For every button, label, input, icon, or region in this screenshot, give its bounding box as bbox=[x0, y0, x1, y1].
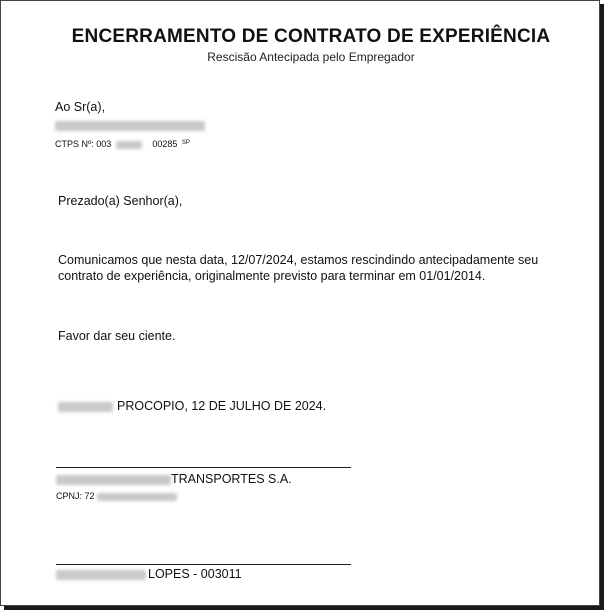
ctps-state: SP bbox=[181, 140, 190, 146]
ctps-line bbox=[55, 139, 190, 149]
redaction-block bbox=[58, 402, 113, 412]
employer-signature-line bbox=[56, 467, 351, 468]
closing-line: Favor dar seu ciente. bbox=[58, 329, 176, 343]
employer-name bbox=[56, 472, 292, 486]
employer-name-suffix: TRANSPORTES S.A. bbox=[171, 472, 292, 486]
document-subtitle: Rescisão Antecipada pelo Empregador bbox=[207, 50, 415, 64]
redaction-block bbox=[55, 121, 205, 131]
date-line-text: PROCOPIO, 12 DE JULHO DE 2024. bbox=[117, 399, 327, 413]
greeting: Prezado(a) Senhor(a), bbox=[58, 194, 183, 208]
body-paragraph: Comunicamos que nesta data, 12/07/2024, estamos rescindindo antecipadamente seu contrato de experiência, originalmente previsto para terminar em 01/01/2014. bbox=[58, 253, 539, 283]
redaction-block bbox=[97, 493, 177, 501]
employee-name-suffix: LOPES - 003011 bbox=[148, 567, 242, 581]
redaction-block bbox=[116, 141, 142, 149]
redaction-block bbox=[56, 475, 171, 485]
cnpj-prefix: CPNJ: 72 bbox=[56, 491, 95, 501]
salutation: Ao Sr(a), bbox=[55, 100, 106, 114]
date-line bbox=[58, 399, 326, 413]
document-title: ENCERRAMENTO DE CONTRATO DE EXPERIÊNCIA bbox=[71, 26, 551, 47]
employer-cnpj bbox=[56, 491, 177, 501]
redaction-block bbox=[56, 570, 146, 580]
employee-name-redacted bbox=[55, 118, 205, 132]
ctps-prefix: CTPS Nº: 003 bbox=[55, 139, 112, 149]
ctps-suffix: 00285 bbox=[152, 139, 178, 149]
employee-signature-line bbox=[56, 564, 351, 565]
employee-signature-name bbox=[56, 567, 242, 581]
